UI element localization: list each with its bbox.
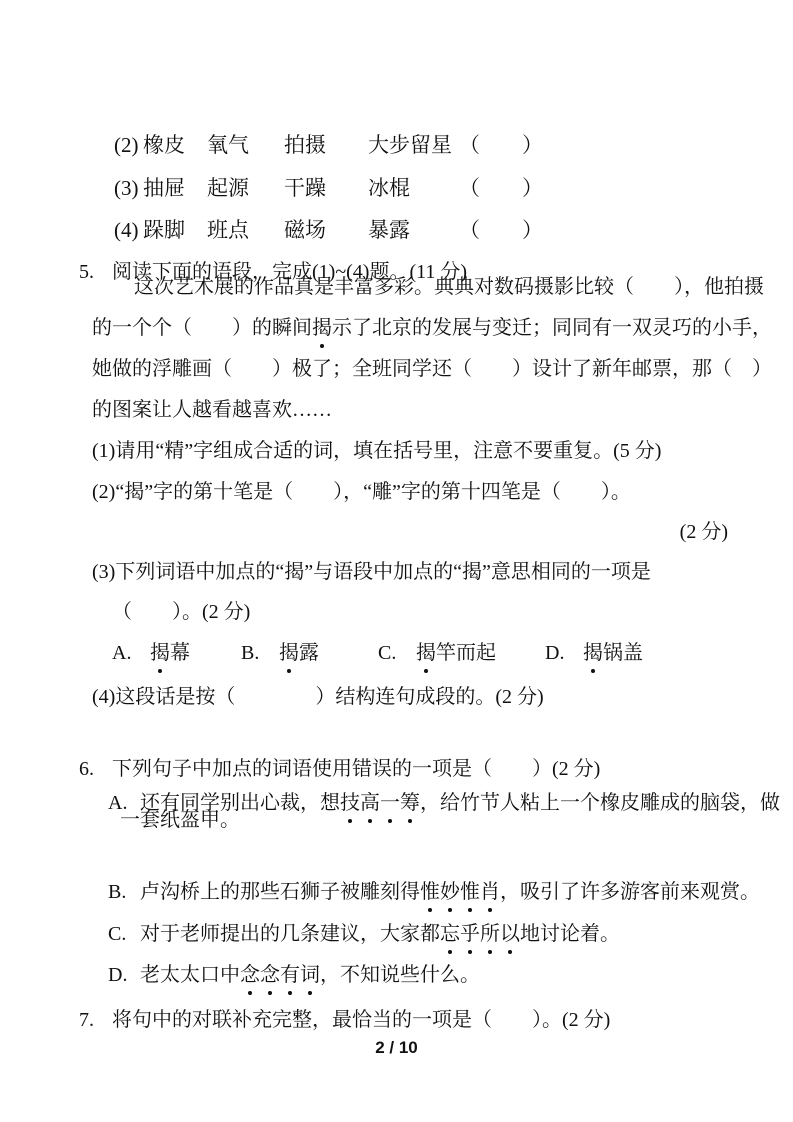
question-5-sub-2-score: (2 分) (679, 521, 728, 543)
question-5-header (59, 230, 467, 314)
word-item: 橡皮 (143, 133, 185, 157)
option-a-label: A. (108, 792, 128, 814)
passage-line-1: 这次艺术展的作品真是丰富多彩。典典对数码摄影比较（ ），他拍摄 (134, 276, 764, 298)
option-c-label: C. (108, 923, 127, 945)
word-item: 磁场 (284, 218, 326, 242)
question-6-title: 下列句子中加点的词语使用错误的一项是（ ）(2 分) (112, 758, 601, 780)
option-a (112, 639, 241, 667)
option-b-label: B. (241, 642, 260, 664)
passage-line-3: 她做的浮雕画（ ）极了；全班同学还（ ）设计了新年邮票，那（ ） (92, 358, 772, 380)
question-7-title: 将句中的对联补充完整，最恰当的一项是（ ）。(2 分) (112, 1009, 611, 1031)
option-b (241, 639, 378, 667)
option-b-text: 卢沟桥上的那些石狮子被雕刻得惟妙惟肖，吸引了许多游客前来观赏。 (140, 881, 760, 903)
option-b-label: B. (108, 881, 127, 903)
question-5-title: 阅读下面的语段，完成(1)~(4)题。(11 分) (112, 261, 468, 283)
option-a-text: 揭幕 (150, 642, 190, 664)
answer-parentheses: （ ） (459, 218, 543, 242)
passage-line-2: 的一个个（ ）的瞬间揭示了北京的发展与变迁；同同有一双灵巧的小手， (92, 314, 772, 342)
option-c (378, 639, 545, 667)
passage-line-4: 的图案让人越看越喜欢…… (92, 399, 332, 421)
word-item: 起源 (207, 176, 249, 200)
row-label: (4) (114, 218, 139, 242)
question-5-sub-4: (4)这段话是按（ ）结构连句成段的。(2 分) (92, 686, 544, 708)
answer-parentheses: （ ） (459, 133, 543, 157)
option-c-text: 揭竿而起 (416, 642, 496, 664)
row-label: (3) (114, 176, 139, 200)
word-item: 拍摄 (284, 133, 326, 157)
option-c-label: C. (378, 642, 397, 664)
option-c-text: 对于老师提出的几条建议，大家都忘乎所以地讨论着。 (140, 923, 620, 945)
word-item: 大步留星 (368, 133, 452, 157)
option-d-text: 揭锅盖 (583, 642, 643, 664)
question-6-option-a-line-2: 一套纸盔甲。 (120, 809, 240, 831)
row-label: (2) (114, 133, 139, 157)
option-a-text: 还有同学别出心裁，想技高一筹，给竹节人粘上一个橡皮雕成的脑袋，做 (140, 792, 780, 814)
option-d-label: D. (545, 642, 565, 664)
option-d-label: D. (108, 964, 128, 986)
word-item: 冰棍 (368, 176, 410, 200)
word-item: 班点 (207, 218, 249, 242)
option-d-text: 老太太口中念念有词，不知说些什么。 (140, 964, 480, 986)
answer-parentheses: （ ） (459, 176, 543, 200)
question-5-sub-2: (2)“揭”字的第十笔是（ ），“雕”字的第十四笔是（ ）。 (92, 481, 631, 503)
word-item: 暴露 (368, 218, 410, 242)
word-item: 抽屉 (143, 176, 185, 200)
question-5-sub-3-line-1: (3)下列词语中加点的“揭”与语段中加点的“揭”意思相同的一项是 (92, 561, 651, 583)
question-5-number: 5. (79, 261, 94, 283)
question-5-sub-1: (1)请用“精”字组成合适的词，填在括号里，注意不要重复。(5 分) (92, 440, 662, 462)
question-7-number: 7. (79, 1009, 94, 1031)
word-item: 跺脚 (143, 218, 185, 242)
question-5-sub-3-options (112, 639, 763, 667)
option-d (545, 639, 643, 667)
word-item: 氧气 (207, 133, 249, 157)
page-number-indicator: 2 / 10 (375, 1038, 418, 1057)
word-item: 干躁 (284, 176, 326, 200)
option-a-label: A. (112, 642, 132, 664)
option-b-text: 揭露 (279, 642, 319, 664)
question-6-number: 6. (79, 758, 94, 780)
question-5-sub-3-line-2: （ ）。(2 分) (112, 601, 251, 623)
